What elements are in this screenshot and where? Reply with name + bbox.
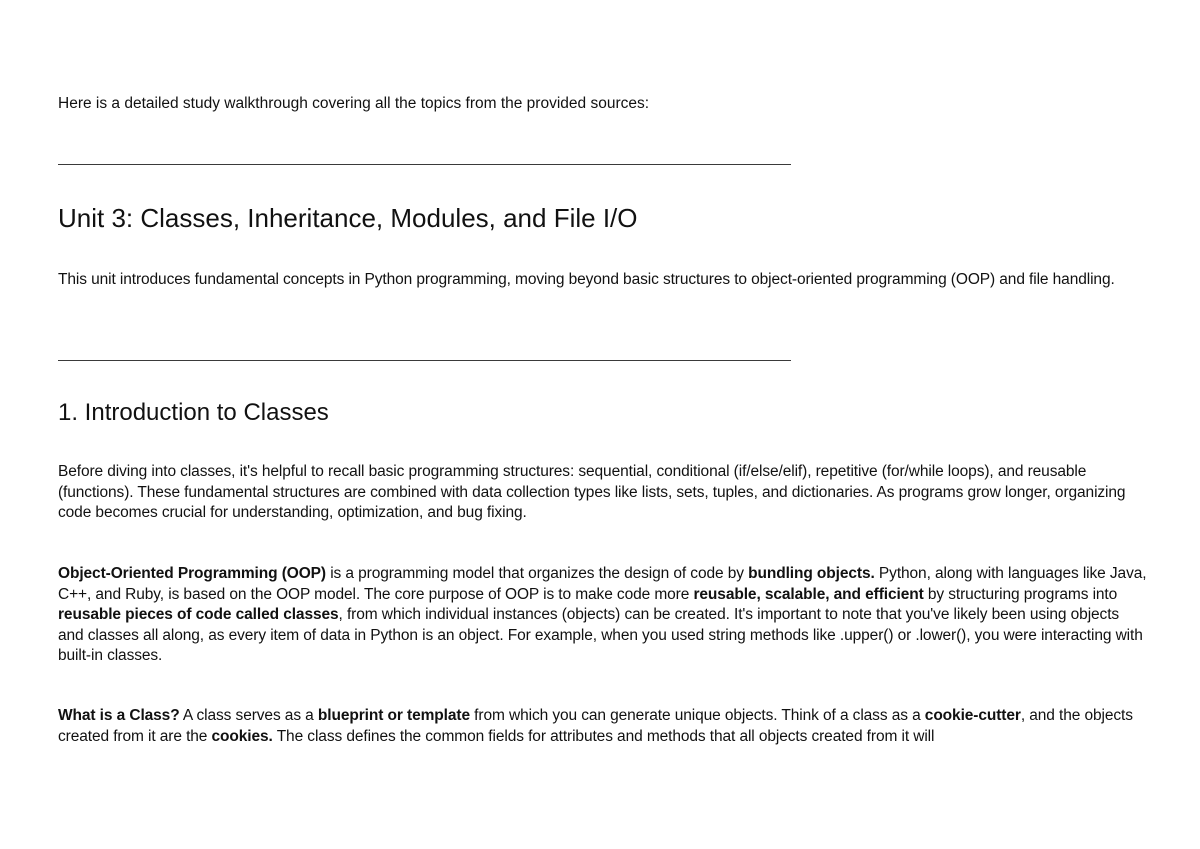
horizontal-divider xyxy=(58,360,791,361)
body-text: , from which individual instances (objects) can be created. It's important to note that you've likely been using objects and classes all along, as every item of data in Python is an object. For example, when you used string methods like .upper() or .lower(), you were interacting with built-in classes. xyxy=(58,606,1143,664)
bold-text: cookies. xyxy=(211,727,273,745)
body-text: by structuring programs into xyxy=(923,585,1118,603)
bold-text: Object-Oriented Programming (OOP) xyxy=(58,565,326,582)
oop-paragraph xyxy=(58,564,1148,667)
body-text: A class serves as a xyxy=(179,707,318,724)
body-text: from which you can generate unique objects. Think of a class as a xyxy=(469,707,925,724)
bold-text: bundling objects. xyxy=(748,565,875,582)
unit-heading: Unit 3: Classes, Inheritance, Modules, and File I/O xyxy=(58,203,638,233)
bold-text: reusable pieces of code called classes xyxy=(58,606,339,623)
class-paragraph xyxy=(58,706,1148,747)
intro-text: Here is a detailed study walkthrough covering all the topics from the provided sources: xyxy=(58,95,650,112)
bold-text: cookie-cutter xyxy=(924,707,1021,724)
bold-text: blueprint or template xyxy=(317,707,470,724)
body-text: The class defines the common fields for attributes and methods that all objects created from it will xyxy=(272,727,935,745)
bold-text: reusable, scalable, and efficient xyxy=(693,585,924,603)
structures-paragraph: Before diving into classes, it's helpful to recall basic programming structures: sequential, conditional (if/else/elif), repetitive (for/while loops), and reusable (functions). These fundamental structures are combined with data collection types like lists, sets, tuples, and dictionaries. As programs grow longer, organizing code becomes crucial for understanding, optimization, and bug fixing. xyxy=(58,463,1126,521)
body-text: is a programming model that organizes the design of code by xyxy=(325,565,749,582)
horizontal-divider xyxy=(58,164,791,165)
body-text: , and the objects created from it are the xyxy=(58,707,1133,745)
bold-text: What is a Class? xyxy=(58,707,180,724)
body-text: Python, along with languages like Java, C++, and Ruby, is based on the OOP model. The core purpose of OOP is to make code more xyxy=(58,565,1147,603)
unit-paragraph: This unit introduces fundamental concepts in Python programming, moving beyond basic structures to object-oriented programming (OOP) and file handling. xyxy=(58,271,1115,288)
section-heading: 1. Introduction to Classes xyxy=(58,399,329,426)
